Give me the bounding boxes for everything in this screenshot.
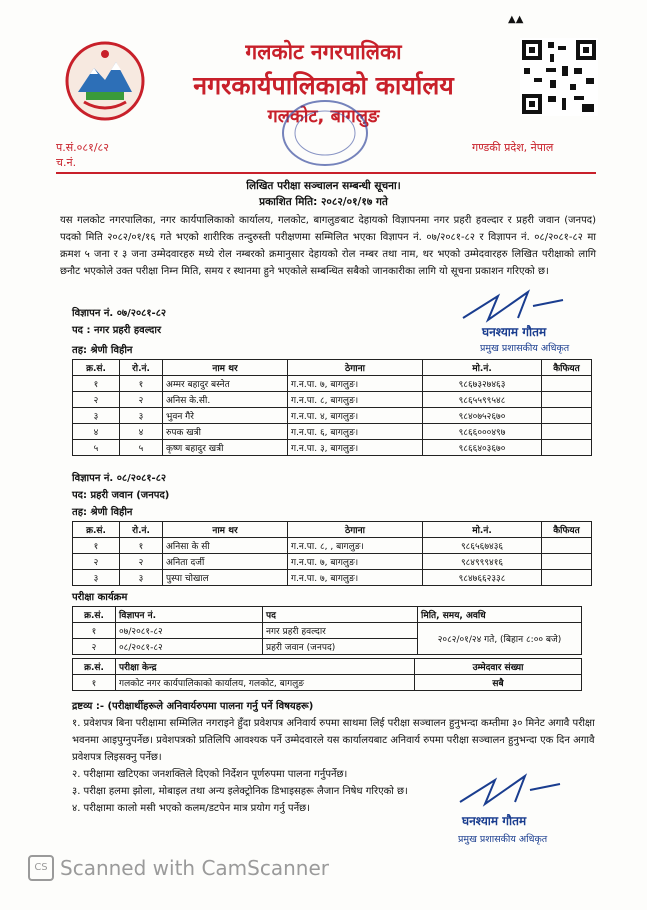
table-cell: २ bbox=[73, 392, 120, 408]
table-cell: अनिसा के सी bbox=[163, 538, 288, 554]
municipality-name: गलकोट नगरपालिका bbox=[245, 40, 402, 64]
table-cell: पुस्पा चोखाल bbox=[163, 570, 288, 586]
table-row bbox=[73, 408, 592, 424]
table-cell: ५ bbox=[73, 440, 120, 456]
column-header: क्र.सं. bbox=[73, 659, 116, 675]
exam-center-table bbox=[72, 658, 582, 691]
table-cell: ग.न.पा. ७, बागलुङ। bbox=[288, 554, 423, 570]
table-cell: ५ bbox=[120, 440, 163, 456]
exam-datetime: २०८२/०१/२४ गते, (बिहान ८:०० बजे) bbox=[418, 623, 582, 655]
column-header: क्र.सं. bbox=[73, 360, 120, 376]
ad2-post: पद: प्रहरी जवान (जनपद) bbox=[72, 490, 170, 501]
column-header: मो.नं. bbox=[423, 360, 542, 376]
ad1-candidate-table bbox=[72, 359, 592, 456]
column-header: मो.नं. bbox=[423, 522, 542, 538]
table-cell: ३ bbox=[120, 570, 163, 586]
table-cell bbox=[542, 570, 592, 586]
column-header: क्र.सं. bbox=[73, 607, 116, 623]
table-row bbox=[73, 675, 582, 691]
signatory-name-1: घनश्याम गौतम bbox=[482, 325, 547, 339]
table-row bbox=[73, 392, 592, 408]
table-row bbox=[73, 538, 592, 554]
table-cell: २ bbox=[73, 554, 120, 570]
notes-title: द्रष्टव्य :- (परीक्षार्थीहरूले अनिवार्यरुपमा पालना गर्नु पर्ने विषयहरू) bbox=[72, 701, 314, 712]
table-cell: १ bbox=[73, 623, 116, 639]
table-cell: १ bbox=[73, 376, 120, 392]
column-header: मिति, समय, अवधि bbox=[418, 607, 582, 623]
column-header: कैफियत bbox=[542, 522, 592, 538]
table-cell: ३ bbox=[73, 408, 120, 424]
ad2-number: विज्ञापन नं. ०८/२०८१-८२ bbox=[72, 473, 167, 484]
province-name: गण्डकी प्रदेश, नेपाल bbox=[472, 141, 554, 154]
table-cell: १ bbox=[120, 376, 163, 392]
table-row bbox=[73, 440, 592, 456]
column-header: रो.नं. bbox=[120, 522, 163, 538]
table-cell: ९८६७३२७४६३ bbox=[423, 376, 542, 392]
table-cell: २ bbox=[120, 554, 163, 570]
table-row bbox=[73, 424, 592, 440]
column-header: कैफियत bbox=[542, 360, 592, 376]
note-item-2: २. परीक्षामा खटिएका जनशक्तिले दिएको निर्देशन पूर्णरुपमा पालना गर्नुपर्नेछ। bbox=[72, 769, 348, 780]
table-cell: ग.न.पा. ७, बागलुङ। bbox=[288, 376, 423, 392]
table-cell: ९८६६०००४९७ bbox=[423, 424, 542, 440]
table-row bbox=[73, 554, 592, 570]
table-row bbox=[73, 623, 582, 639]
table-cell: ४ bbox=[120, 424, 163, 440]
signature-mark bbox=[455, 772, 565, 812]
column-header: परीक्षा केन्द्र bbox=[116, 659, 415, 675]
ad2-candidate-table bbox=[72, 521, 592, 586]
table-cell: ९८४९९९४१६ bbox=[423, 554, 542, 570]
small-icon: ▲▲ bbox=[508, 14, 524, 25]
table-cell: ९८६६४०३६७० bbox=[423, 440, 542, 456]
note-item-3: ३. परीक्षा हलमा झोला, मोबाइल तथा अन्य इलेक्ट्रोनिक डिभाइसहरू लैजान निषेध गरिएको छ। bbox=[72, 786, 408, 797]
signature-mark bbox=[458, 288, 568, 328]
ad1-post: पद : नगर प्रहरी हवल्दार bbox=[72, 325, 162, 336]
table-cell: ग.न.पा. ३, बागलुङ। bbox=[288, 440, 423, 456]
office-stamp bbox=[280, 98, 370, 168]
table-cell: अनिता दर्जी bbox=[163, 554, 288, 570]
notice-body: यस गलकोट नगरपालिका, नगर कार्यपालिकाको कार्यालय, गलकोट, बागलुङबाट देहायको विज्ञापनमा नगर प्रहरी हवल्दार र प्रहरी जवान (जनपद) पदको मिति २०८२/०१/१६ गते भएको शारीरिक तन्दुरुस्ती परीक्षणमा सम्मिलित भएका विज्ञापन नं. ०७/२०८१-८२ र विज्ञापन नं. ०८/२०८१-८२ मा क्रमश ५ जना र ३ जना उम्मेदवारहरु मध्ये रोल नम्बरको क्रमानुसार देहायको रोल नम्बर तथा नाम, थर भएको उम्मेदवारहरु लिखित परीक्षाको लागि छनौट भएकोले उक्त परीक्षा निम्न मिति, समय र स्थानमा हुने भएकोले सम्बन्धित सबैको जानकारीका लागि यो सूचना प्रकाशन गरिएको छ। bbox=[60, 215, 596, 277]
table-cell: ग.न.पा. ८, , बागलुङ। bbox=[288, 538, 423, 554]
column-header: ठेगाना bbox=[288, 360, 423, 376]
table-cell bbox=[542, 424, 592, 440]
ad1-number: विज्ञापन नं. ०७/२०८१-८२ bbox=[72, 308, 167, 319]
column-header: उम्मेदवार संख्या bbox=[415, 659, 582, 675]
dispatch-number: च.नं. bbox=[56, 156, 77, 169]
signatory-name-2: घनश्याम गौतम bbox=[462, 814, 527, 828]
table-row bbox=[73, 376, 592, 392]
header-divider bbox=[56, 172, 596, 174]
table-cell bbox=[542, 440, 592, 456]
notice-title: लिखित परीक्षा सञ्चालन सम्बन्धी सूचना। bbox=[246, 180, 401, 192]
table-cell bbox=[542, 392, 592, 408]
table-cell: अम्मर बहादुर बस्नेत bbox=[163, 376, 288, 392]
note-item-1: १. प्रवेशपत्र बिना परीक्षामा सम्मिलित नगराइने हुँदा प्रवेशपत्र अनिवार्य रुपमा साथमा लिई परीक्षा सञ्चालन हुनुभन्दा कम्तीमा ३० मिनेट अगावै परीक्षा भवनमा आइपुग्नुपर्नेछ। प्रवेशपत्रको प्रतिलिपि आवश्यक पर्ने उम्मेदवारले यस कार्यालयबाट अनिवार्य रुपमा परीक्षा सञ्चालन हुनुभन्दा एक दिन अगावै प्रवेशपत्र लिइसक्नु पर्नेछ। bbox=[72, 718, 595, 763]
table-cell: ३ bbox=[120, 408, 163, 424]
table-cell bbox=[542, 376, 592, 392]
ad2-level: तह: श्रेणी विहीन bbox=[72, 507, 133, 518]
note-item-4: ४. परीक्षामा कालो मसी भएको कलम/डटपेन मात्र प्रयोग गर्नु पर्नेछ। bbox=[72, 803, 310, 814]
published-date: प्रकाशित मिति: २०८२/०१/१७ गते bbox=[259, 196, 388, 208]
column-header: रो.नं. bbox=[120, 360, 163, 376]
column-header: नाम थर bbox=[163, 522, 288, 538]
table-cell: ९८६५६७४३६ bbox=[423, 538, 542, 554]
table-cell bbox=[542, 538, 592, 554]
ad1-level: तह: श्रेणी विहीन bbox=[72, 345, 133, 356]
table-cell: १ bbox=[120, 538, 163, 554]
watermark-text: Scanned with CamScanner bbox=[60, 856, 329, 880]
table-cell: १ bbox=[73, 675, 116, 691]
column-header: ठेगाना bbox=[288, 522, 423, 538]
table-cell: प्रहरी जवान (जनपद) bbox=[263, 639, 418, 655]
table-cell: रुपक खत्री bbox=[163, 424, 288, 440]
signatory-designation-1: प्रमुख प्रशासकीय अधिकृत bbox=[480, 343, 570, 354]
table-cell: ०८/२०८१-८२ bbox=[116, 639, 263, 655]
table-cell bbox=[542, 554, 592, 570]
column-header: क्र.सं. bbox=[73, 522, 120, 538]
table-cell: ३ bbox=[73, 570, 120, 586]
office-name: नगरकार्यपालिकाको कार्यालय bbox=[193, 71, 454, 100]
table-cell: ४ bbox=[73, 424, 120, 440]
table-cell: २ bbox=[73, 639, 116, 655]
table-cell: ग.न.पा. ६, बागलुङ। bbox=[288, 424, 423, 440]
table-cell: ग.न.पा. ४, बागलुङ। bbox=[288, 408, 423, 424]
office-place: गलकोट, बागलुङ bbox=[267, 106, 380, 127]
table-cell: ग.न.पा. ७, बागलुङ। bbox=[288, 570, 423, 586]
schedule-title: परीक्षा कार्यक्रम bbox=[72, 592, 128, 603]
table-cell: सबै bbox=[415, 675, 582, 691]
column-header: विज्ञापन नं. bbox=[116, 607, 263, 623]
table-cell: ९८४७६६२३३८ bbox=[423, 570, 542, 586]
table-cell: कृष्ण बहादुर खत्री bbox=[163, 440, 288, 456]
table-row bbox=[73, 570, 592, 586]
table-cell: ०७/२०८१-८२ bbox=[116, 623, 263, 639]
table-cell: अनिस के.सी. bbox=[163, 392, 288, 408]
table-cell: नगर प्रहरी हवल्दार bbox=[263, 623, 418, 639]
reference-number: प.सं.०८१/८२ bbox=[56, 141, 109, 154]
table-cell: २ bbox=[120, 392, 163, 408]
table-cell: ९८४०७५२६७० bbox=[423, 408, 542, 424]
table-cell: भुवन गैरे bbox=[163, 408, 288, 424]
table-cell bbox=[542, 408, 592, 424]
camscanner-icon: CS bbox=[28, 855, 54, 881]
table-cell: गलकोट नगर कार्यपालिकाको कार्यालय, गलकोट, बागलुङ bbox=[116, 675, 415, 691]
table-cell: ९८६५५९९५४८ bbox=[423, 392, 542, 408]
table-cell: १ bbox=[73, 538, 120, 554]
schedule-table bbox=[72, 606, 582, 655]
column-header: पद bbox=[263, 607, 418, 623]
signatory-designation-2: प्रमुख प्रशासकीय अधिकृत bbox=[458, 834, 548, 845]
column-header: नाम थर bbox=[163, 360, 288, 376]
table-cell: ग.न.पा. ८, बागलुङ। bbox=[288, 392, 423, 408]
